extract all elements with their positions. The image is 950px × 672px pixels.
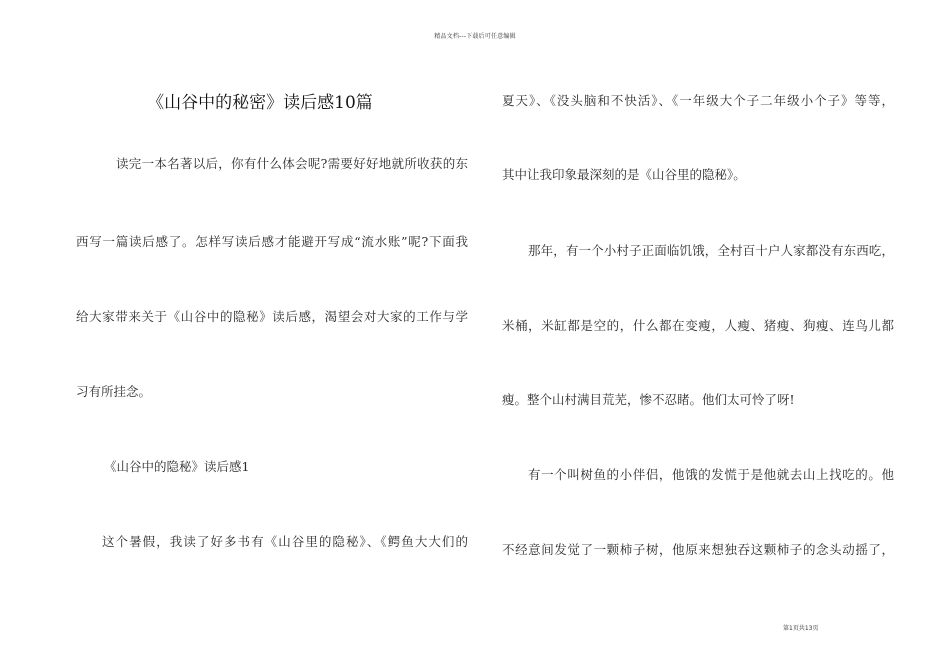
paragraph-line: 夏天》、《没头脑和不快活》、《一年级大个子二年级小个子》等等， <box>502 93 894 108</box>
paragraph-line: 其中让我印象最深刻的是《山谷里的隐秘》。 <box>502 167 746 182</box>
paragraph-line: 习有所挂念。 <box>76 384 152 399</box>
paragraph-line: 瘦。整个山村满目荒芜，惨不忍睹。他们太可怜了呀! <box>502 392 795 407</box>
paragraph-line: 给大家带来关于《山谷中的隐秘》读后感，渴望会对大家的工作与学 <box>76 309 468 324</box>
paragraph-line: 有一个叫树鱼的小伴侣，他饿的发慌于是他就去山上找吃的。他 <box>528 467 894 482</box>
paragraph-line: 读完一本名著以后，你有什么体会呢?需要好好地就所收获的东 <box>116 156 468 171</box>
section-heading: 《山谷中的隐秘》读后感1 <box>104 459 250 474</box>
paragraph-line: 这个暑假，我读了好多书有《山谷里的隐秘》、《鳄鱼大大们的 <box>102 534 468 549</box>
document-title: 《山谷中的秘密》读后感10篇 <box>147 93 373 113</box>
page-number: 第1页共13页 <box>783 625 819 632</box>
header-note: 精品文档---下载后可任意编辑 <box>434 33 516 40</box>
paragraph-line: 不经意间发觉了一颗柿子树，他原来想独吞这颗柿子的念头动摇了， <box>502 542 894 557</box>
paragraph-line: 那年，有一个小村子正面临饥饿，全村百十户人家都没有东西吃， <box>528 243 894 258</box>
paragraph-line: 米桶，米缸都是空的，什么都在变瘦，人瘦、猪瘦、狗瘦、连鸟儿都 <box>502 318 894 333</box>
paragraph-line: 西写一篇读后感了。怎样写读后感才能避开写成“流水账”呢?下面我 <box>76 234 468 249</box>
